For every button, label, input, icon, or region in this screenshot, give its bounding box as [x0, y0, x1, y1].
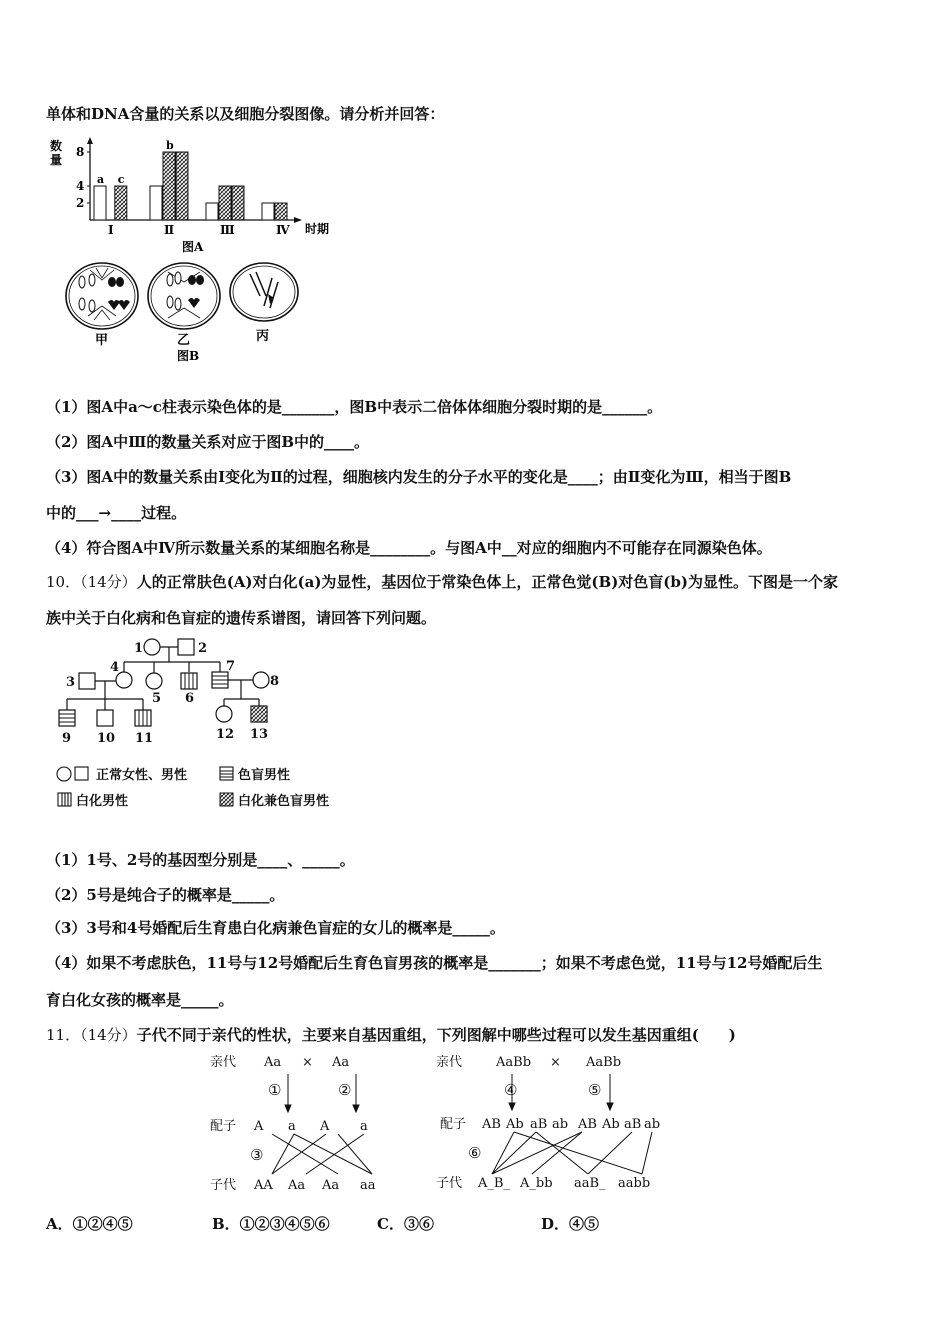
- left-gamete-1: A: [254, 1119, 264, 1134]
- q9-sub1: （1）图A中a～c柱表示染色体的是_______，图B中表示二倍体体细胞分裂时期的是______。: [46, 398, 663, 416]
- figA-bar-c-3: [232, 186, 244, 220]
- step-6: ⑥: [468, 1144, 482, 1162]
- left-parent-2: Aa: [332, 1055, 350, 1070]
- figA-bar-a-2: [150, 186, 162, 220]
- num-7: 7: [226, 659, 236, 674]
- figA-bar-c-2: [176, 152, 188, 220]
- left-gamete-4: a: [360, 1119, 368, 1134]
- q11-number: 11．（14分）: [46, 1026, 137, 1044]
- right-gamete-4: ab: [552, 1117, 569, 1132]
- q10-sub2: （2）5号是纯合子的概率是_____。: [46, 886, 285, 904]
- figA-xlabel: 时期: [305, 222, 330, 236]
- left-offspring-3: Aa: [322, 1178, 340, 1193]
- figA-bar-label: c: [117, 173, 125, 186]
- figA-ytick-label: 4: [76, 179, 85, 193]
- right-gamete-2: Ab: [506, 1117, 524, 1132]
- figA-ytick-label: 2: [76, 196, 85, 210]
- num-9: 9: [62, 731, 72, 746]
- figA-bar-label: b: [166, 139, 174, 152]
- num-12: 12: [216, 727, 235, 742]
- right-row-gamete: 配子: [440, 1117, 467, 1132]
- right-gamete-6: Ab: [602, 1117, 620, 1132]
- num-5: 5: [152, 691, 162, 706]
- left-offspring-1: AA: [254, 1178, 273, 1193]
- right-row-parent: 亲代: [436, 1055, 463, 1070]
- figA-xtick-label: Ⅱ: [164, 223, 175, 237]
- num-8: 8: [270, 674, 280, 689]
- num-3: 3: [66, 675, 76, 690]
- num-4: 4: [110, 660, 120, 675]
- left-gamete-2: a: [288, 1119, 296, 1134]
- figA-bar-a-4: [262, 203, 274, 220]
- num-6: 6: [185, 691, 195, 706]
- right-gamete-5: AB: [578, 1117, 597, 1132]
- right-offspring-3: aaB_: [574, 1176, 606, 1191]
- figA-bar-c-1: [115, 186, 127, 220]
- right-gamete-3: aB: [530, 1117, 548, 1132]
- left-offspring-2: Aa: [288, 1178, 306, 1193]
- option-b[interactable]: B．①②③④⑤⑥: [212, 1215, 330, 1233]
- legend-both: 白化兼色盲男性: [238, 794, 330, 809]
- num-11: 11: [135, 731, 154, 746]
- figA-bar-b-2: [163, 152, 175, 220]
- figA-ylabel-2: 量: [50, 153, 63, 167]
- left-gamete-3: A: [320, 1119, 330, 1134]
- person-3: [79, 673, 95, 689]
- option-d[interactable]: D．④⑤: [541, 1215, 600, 1233]
- right-parent-1: AaBb: [496, 1055, 532, 1070]
- q10-stem1: 人的正常肤色(A)对白化(a)为显性，基因位于常染色体上，正常色觉(B)对色盲(b)为显性。下图是一个家: [136, 573, 838, 591]
- figA-ylabel-1: 数: [50, 139, 63, 153]
- figure-a-bar-chart: [46, 136, 356, 256]
- figA-bar-a-3: [206, 203, 218, 220]
- num-13: 13: [250, 727, 269, 742]
- legend-colorblind: 色盲男性: [238, 768, 291, 783]
- pedigree-chart: [48, 634, 358, 814]
- left-row-parent: 亲代: [210, 1055, 237, 1070]
- option-a[interactable]: A．①②④⑤: [46, 1215, 133, 1233]
- step-4: ④: [504, 1081, 518, 1099]
- figA-x-arrow: [294, 217, 302, 223]
- cell-yi: [148, 263, 220, 348]
- right-parent-2: AaBb: [586, 1055, 622, 1070]
- step-5: ⑤: [588, 1081, 602, 1099]
- figA-bar-label: a: [97, 173, 105, 186]
- figA-bar-a-1: [94, 186, 106, 220]
- cross-diagram-right: [432, 1050, 672, 1195]
- right-offspring-1: A_B_: [478, 1176, 510, 1191]
- figA-y-arrow: [87, 137, 93, 144]
- person-12: [216, 706, 232, 722]
- cell-yi-label: 乙: [177, 333, 191, 348]
- cross-diagram-left: [206, 1050, 406, 1195]
- cell-jia-label: 甲: [95, 333, 109, 348]
- figA-xtick-label: Ⅰ: [108, 223, 114, 237]
- cell-jia: [66, 263, 138, 348]
- num-10: 10: [97, 731, 116, 746]
- right-offspring-4: aabb: [618, 1176, 651, 1191]
- q10-sub4: （4）如果不考虑肤色，11号与12号婚配后生育色盲男孩的概率是_______；如果不考虑色觉，11号与12号婚配后生: [46, 954, 823, 972]
- left-row-offspring: 子代: [210, 1178, 237, 1193]
- person-10: [97, 710, 113, 726]
- right-cross-sign: ×: [550, 1055, 561, 1070]
- step-3: ③: [250, 1146, 264, 1164]
- right-gamete-1: AB: [482, 1117, 501, 1132]
- figA-xtick-label: Ⅲ: [220, 223, 235, 237]
- q10-sub1: （1）1号、2号的基因型分别是____、_____。: [46, 851, 355, 869]
- figA-xtick-label: Ⅳ: [276, 223, 290, 237]
- cell-bing: [230, 263, 298, 344]
- q9-sub3: （3）图A中的数量关系由Ⅰ变化为Ⅱ的过程，细胞核内发生的分子水平的变化是____；由Ⅱ变化为Ⅲ，相当于图B: [46, 468, 792, 486]
- figA-caption: 图A: [182, 240, 204, 254]
- person-13-fill: [251, 706, 267, 722]
- q10-sub3: （3）3号和4号婚配后生育患白化病兼色盲症的女儿的概率是_____。: [46, 919, 505, 937]
- q9-sub3-cont: 中的___→____过程。: [46, 504, 187, 522]
- q10-stem-line1: [46, 571, 838, 592]
- figA-ytick-label: 8: [76, 145, 85, 159]
- figA-bar-b-3: [219, 186, 231, 220]
- num-2: 2: [198, 641, 208, 656]
- q11-stem: 子代不同于亲代的性状，主要来自基因重组，下列图解中哪些过程可以发生基因重组( ): [136, 1026, 736, 1044]
- person-2: [178, 639, 194, 655]
- option-c[interactable]: C．③⑥: [377, 1215, 434, 1233]
- legend-albino: 白化男性: [76, 794, 129, 809]
- q9-sub4: （4）符合图A中Ⅳ所示数量关系的某细胞名称是________。与图A中__对应的细胞内不可能存在同源染色体。: [46, 539, 772, 557]
- figure-b-cell-diagrams: [60, 256, 310, 364]
- right-gamete-7: aB: [624, 1117, 642, 1132]
- q9-sub2: （2）图A中Ⅲ的数量关系对应于图B中的____。: [46, 433, 370, 451]
- figB-caption: 图B: [177, 349, 200, 363]
- q10-sub4-cont: 育白化女孩的概率是_____。: [46, 991, 234, 1009]
- step-1: ①: [268, 1081, 282, 1099]
- intro-text: 单体和DNA含量的关系以及细胞分裂图像。请分析并回答：: [46, 105, 445, 123]
- right-gamete-8: ab: [644, 1117, 661, 1132]
- person-8: [253, 672, 269, 688]
- left-cross-sign: ×: [302, 1055, 313, 1070]
- person-1: [144, 639, 160, 655]
- q11-stem-line: [46, 1024, 736, 1045]
- step-2: ②: [338, 1081, 352, 1099]
- num-1: 1: [134, 641, 144, 656]
- q10-number: 10．（14分）: [46, 573, 137, 591]
- left-parent-1: Aa: [264, 1055, 282, 1070]
- legend-normal: 正常女性、男性: [96, 768, 188, 783]
- cell-bing-label: 丙: [256, 329, 270, 344]
- left-offspring-4: aa: [360, 1178, 376, 1193]
- right-offspring-2: A_bb: [520, 1176, 553, 1191]
- right-row-offspring: 子代: [436, 1176, 463, 1191]
- q10-stem-line2: 族中关于白化病和色盲症的遗传系谱图，请回答下列问题。: [46, 609, 437, 627]
- person-5: [146, 673, 162, 689]
- left-row-gamete: 配子: [210, 1119, 237, 1134]
- figA-bar-c-4: [275, 203, 287, 220]
